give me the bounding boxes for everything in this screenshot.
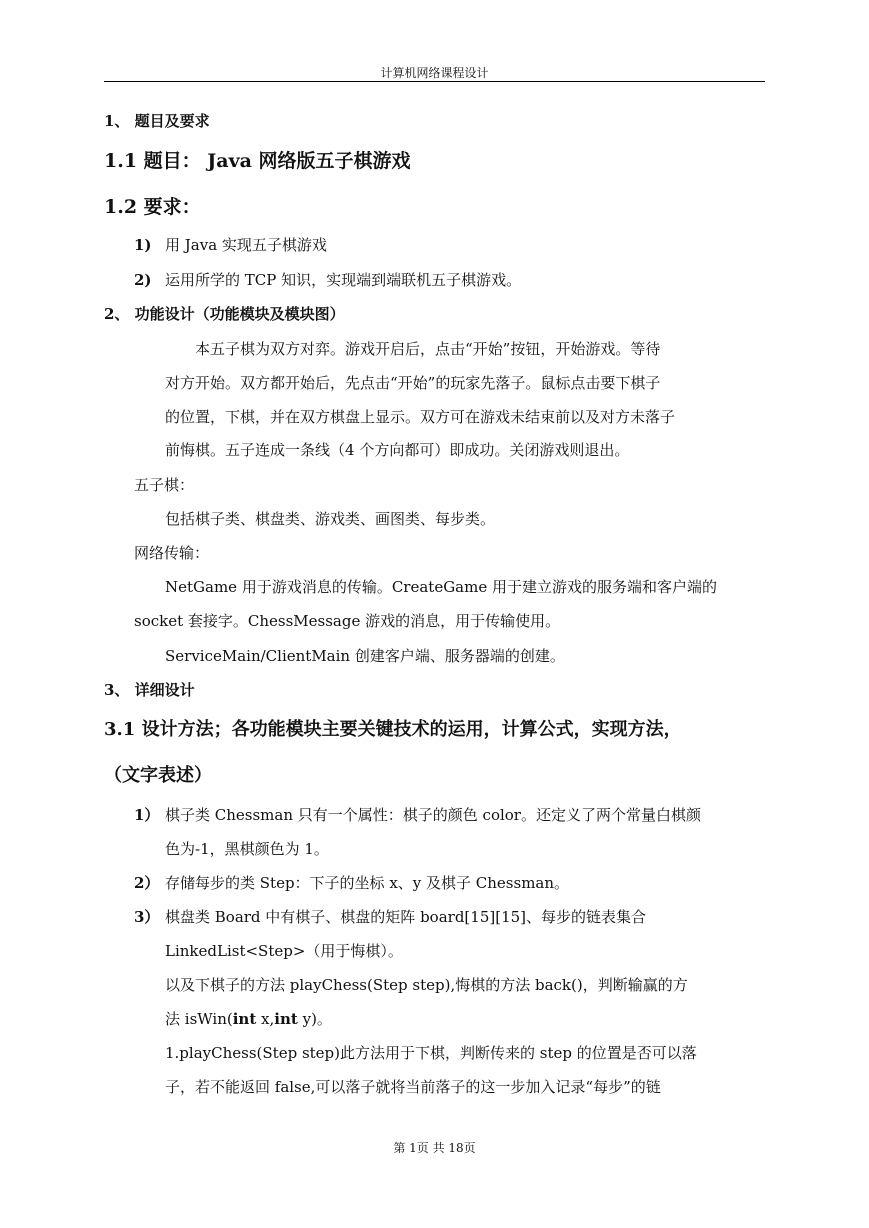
item-2-line-1: 存储每步的类 Step：下子的坐标 x、y 及棋子 Chessman。 bbox=[165, 874, 570, 892]
item-3-line-5: 1.playChess(Step step)此方法用于下棋，判断传来的 step 的位置是否可以落 bbox=[165, 1044, 697, 1062]
section-2-heading: 2、 功能设计（功能模块及模块图） bbox=[104, 305, 345, 323]
page-header: 计算机网络课程设计 bbox=[380, 66, 489, 80]
page-footer: 第 1页 共 18页 bbox=[393, 1141, 476, 1155]
req-2-number: 2) bbox=[134, 271, 152, 289]
section-1-1-title: 1.1 题目： Java 网络版五子棋游戏 bbox=[104, 150, 411, 172]
header-rule bbox=[104, 81, 765, 82]
item-3-line-1: 棋盘类 Board 中有棋子、棋盘的矩阵 board[15][15]、每步的链表集合 bbox=[165, 908, 647, 926]
item-3-line-4-part-c: x, bbox=[256, 1010, 275, 1028]
item-3-line-2: LinkedList<Step>（用于悔棋）。 bbox=[165, 942, 403, 960]
paragraph-1-line-1: 本五子棋为双方对弈。游戏开启后，点击“开始”按钮，开始游戏。等待 bbox=[195, 340, 661, 358]
section-3-heading: 3、 详细设计 bbox=[104, 681, 195, 699]
item-3-line-4 bbox=[165, 1009, 332, 1029]
item-3-line-3: 以及下棋子的方法 playChess(Step step),悔棋的方法 back()，判断输赢的方 bbox=[165, 976, 688, 994]
req-1-number: 1) bbox=[134, 236, 152, 254]
paragraph-1-line-3: 的位置，下棋，并在双方棋盘上显示。双方可在游戏未结束前以及对方未落子 bbox=[165, 408, 676, 426]
paragraph-1-line-4: 前悔棋。五子连成一条线（4 个方向都可）即成功。关闭游戏则退出。 bbox=[165, 441, 630, 459]
item-1-number: 1） bbox=[134, 806, 160, 824]
section-1-2-title: 1.2 要求： bbox=[104, 196, 201, 218]
gomoku-label: 五子棋： bbox=[134, 476, 195, 494]
section-3-1-title-line-2: （文字表述） bbox=[104, 765, 212, 786]
section-1-heading: 1、 题目及要求 bbox=[104, 112, 210, 130]
network-line-1: NetGame 用于游戏消息的传输。CreateGame 用于建立游戏的服务端和客户端的 bbox=[165, 578, 717, 596]
paragraph-1-line-2: 对方开始。双方都开始后，先点击“开始”的玩家先落子。鼠标点击要下棋子 bbox=[165, 374, 661, 392]
item-3-line-6: 子，若不能返回 false,可以落子就将当前落子的这一步加入记录“每步”的链 bbox=[165, 1078, 661, 1096]
item-1-line-1: 棋子类 Chessman 只有一个属性：棋子的颜色 color。还定义了两个常量白棋颜 bbox=[165, 806, 701, 824]
item-3-keyword-int-1: int bbox=[232, 1010, 257, 1028]
section-3-1-title-line-1: 3.1 设计方法；各功能模块主要关键技术的运用，计算公式，实现方法， bbox=[104, 719, 682, 740]
item-3-keyword-int-2: int bbox=[274, 1010, 298, 1028]
network-line-2: socket 套接字。ChessMessage 游戏的消息，用于传输使用。 bbox=[134, 612, 561, 630]
item-1-line-2: 色为-1，黑棋颜色为 1。 bbox=[165, 840, 329, 858]
item-3-line-4-part-a: 法 isWin( bbox=[165, 1010, 233, 1028]
item-3-number: 3） bbox=[134, 908, 160, 926]
item-2-number: 2） bbox=[134, 874, 160, 892]
req-1-text: 用 Java 实现五子棋游戏 bbox=[165, 236, 327, 254]
req-2-text: 运用所学的 TCP 知识，实现端到端联机五子棋游戏。 bbox=[165, 271, 522, 289]
item-3-line-4-part-e: y)。 bbox=[297, 1010, 332, 1028]
network-label: 网络传输： bbox=[134, 544, 210, 562]
gomoku-text: 包括棋子类、棋盘类、游戏类、画图类、每步类。 bbox=[165, 510, 496, 528]
network-line-3: ServiceMain/ClientMain 创建客户端、服务器端的创建。 bbox=[165, 647, 565, 665]
